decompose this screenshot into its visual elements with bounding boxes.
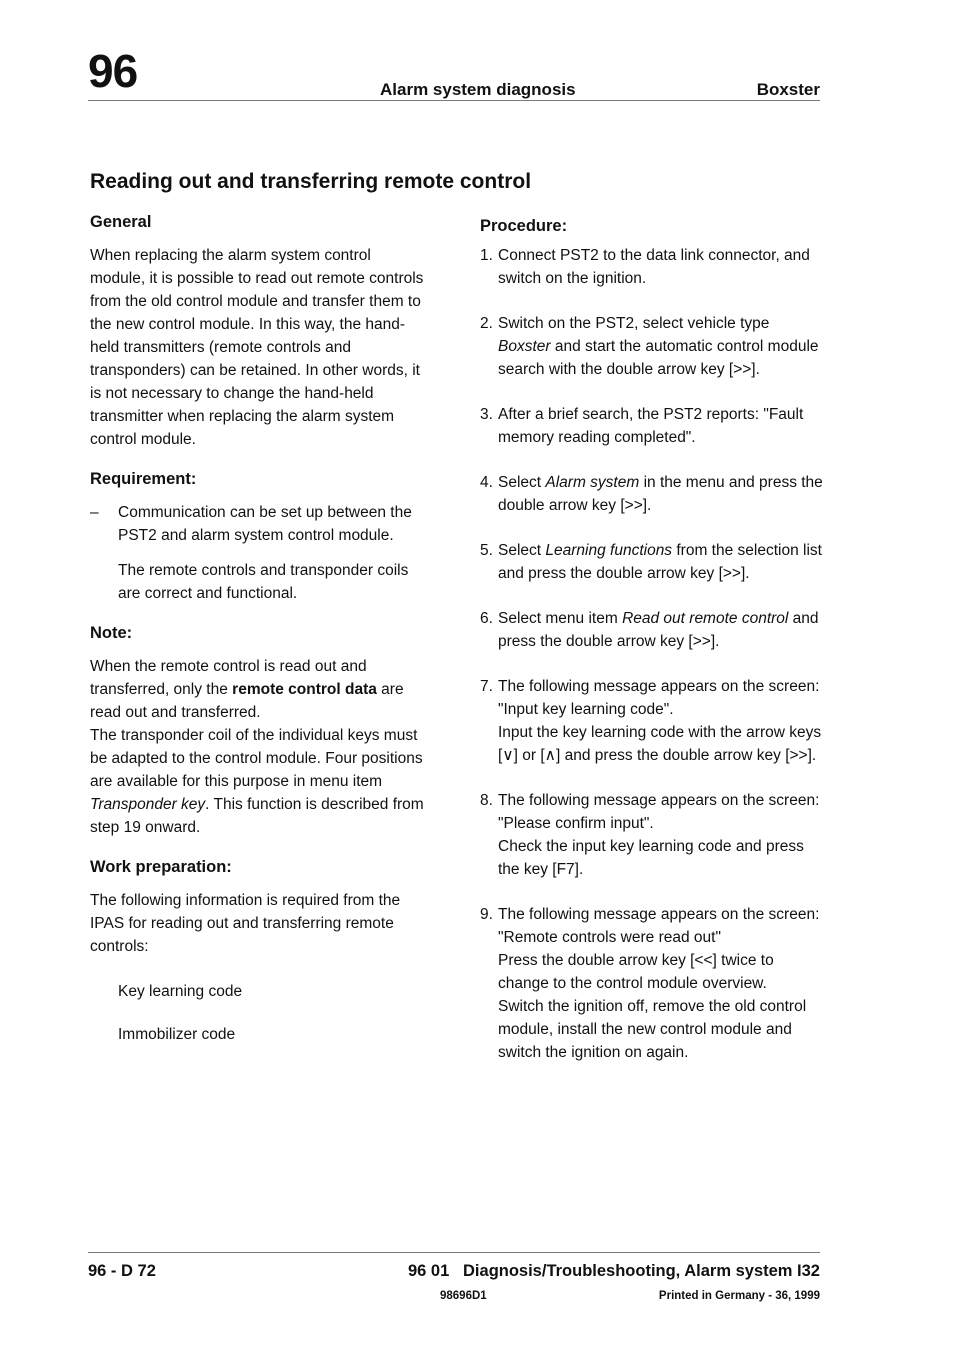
procedure-step	[480, 675, 825, 767]
step-number: 5.	[480, 542, 493, 559]
general-heading: General	[90, 213, 152, 231]
step-number: 2.	[480, 315, 493, 332]
step-number: 6.	[480, 610, 493, 627]
footer-section: 96 01 Diagnosis/Troubleshooting, Alarm system I32	[407, 1262, 820, 1280]
procedure-heading: Procedure:	[480, 217, 568, 235]
step-number: 4.	[480, 474, 493, 491]
step-italic: Alarm system	[545, 474, 640, 491]
step-text-part: in the menu and press the double arrow key [>>].	[498, 474, 823, 514]
work-item-immobilizer-code: Immobilizer code	[118, 1026, 236, 1043]
note-italic: Transponder key	[90, 796, 206, 813]
step-text	[498, 471, 825, 517]
procedure-step	[480, 312, 825, 381]
note-paragraph-1	[90, 655, 430, 724]
procedure-steps	[480, 244, 825, 1064]
requirement-item	[90, 501, 430, 547]
document-code: 98696D1	[440, 1290, 487, 1302]
requirement-text-2: The remote controls and transponder coils are correct and functional.	[118, 562, 409, 602]
section-title: Reading out and transferring remote control	[90, 170, 532, 193]
step-number: 1.	[480, 247, 493, 264]
step-line: The following message appears on the screen:	[498, 678, 820, 695]
step-number: 3.	[480, 406, 493, 423]
step-line: The following message appears on the screen:	[498, 792, 820, 809]
header-rule	[88, 100, 820, 101]
step-line: The following message appears on the screen:	[498, 906, 820, 923]
step-line: Press the double arrow key [<<] twice to change to the control module overview.	[498, 952, 774, 992]
general-text: When replacing the alarm system control module, it is possible to read out remote controls from the old control module and transfer them to the new control module. In this way, the hand-held transmitters (remote controls and transponders) can be retained. In other words, it is not necessary to change the hand-held transmitter when replacing the alarm system control module.	[90, 247, 424, 448]
screen-message: "Please confirm input".	[498, 815, 654, 832]
work-item-key-learning-code: Key learning code	[118, 983, 243, 1000]
note-paragraph-2	[90, 724, 430, 839]
step-number: 9.	[480, 906, 493, 923]
note-text: are read out and transferred.	[90, 681, 404, 721]
work-preparation-text: The following information is required from the IPAS for reading out and transferring remote controls:	[90, 892, 401, 955]
screen-message: "Input key learning code".	[498, 701, 674, 718]
step-line: Switch the ignition off, remove the old control module, install the new control module and switch the ignition on again.	[498, 998, 807, 1061]
procedure-step	[480, 244, 825, 290]
note-text: When the remote control is read out and transferred, only the	[90, 658, 367, 698]
step-text	[498, 789, 825, 881]
step-text	[498, 539, 825, 585]
step-text	[498, 312, 825, 381]
procedure-step	[480, 539, 825, 585]
procedure-step	[480, 903, 825, 1064]
vehicle-model: Boxster	[756, 80, 820, 99]
step-text-part: and press the double arrow key [>>].	[498, 610, 819, 650]
page-number: 96 - D 72	[88, 1262, 156, 1280]
note-text: The transponder coil of the individual keys must be adapted to the control module. Four positions are available for this purpose in menu item	[90, 727, 423, 790]
procedure-step	[480, 607, 825, 653]
dash-marker: –	[90, 504, 99, 521]
step-text-part: and start the automatic control module search with the double arrow key [>>].	[498, 338, 819, 378]
left-column	[90, 210, 430, 1066]
step-text-part: from the selection list and press the double arrow key [>>].	[498, 542, 822, 582]
requirement-heading: Requirement:	[90, 470, 197, 488]
chapter-number: 96	[88, 45, 138, 97]
chapter-title: Alarm system diagnosis	[380, 80, 576, 99]
step-text-part: Select menu item	[498, 610, 623, 627]
step-italic: Boxster	[498, 338, 551, 355]
requirement-text-1: Communication can be set up between the PST2 and alarm system control module.	[118, 504, 412, 544]
note-heading: Note:	[90, 624, 133, 642]
procedure-step	[480, 403, 825, 449]
note-text: . This function is described from step 19 onward.	[90, 796, 424, 836]
step-number: 7.	[480, 678, 493, 695]
note-emphasis: remote control data	[232, 681, 377, 698]
step-italic: Read out remote control	[622, 610, 789, 627]
step-number: 8.	[480, 792, 493, 809]
step-italic: Learning functions	[545, 542, 673, 559]
step-text-part: Select	[498, 542, 546, 559]
step-text-part: Switch on the PST2, select vehicle type	[498, 315, 770, 332]
footer-rule	[88, 1252, 820, 1253]
work-preparation-heading: Work preparation:	[90, 858, 232, 876]
step-line: Input the key learning code with the arrow keys [∨] or [∧] and press the double arrow key [>>].	[498, 724, 822, 764]
step-line: Check the input key learning code and press the key [F7].	[498, 838, 804, 878]
procedure-step	[480, 471, 825, 517]
step-text	[498, 903, 825, 1064]
procedure-step	[480, 789, 825, 881]
step-text	[498, 675, 825, 767]
step-text-part: Select	[498, 474, 546, 491]
step-text	[498, 607, 825, 653]
step-text: Connect PST2 to the data link connector, and switch on the ignition.	[498, 247, 810, 287]
screen-message: "Remote controls were read out"	[498, 929, 721, 946]
step-text: After a brief search, the PST2 reports: "Fault memory reading completed".	[498, 406, 804, 446]
right-column	[480, 214, 825, 1086]
print-info: Printed in Germany - 36, 1999	[658, 1290, 820, 1302]
